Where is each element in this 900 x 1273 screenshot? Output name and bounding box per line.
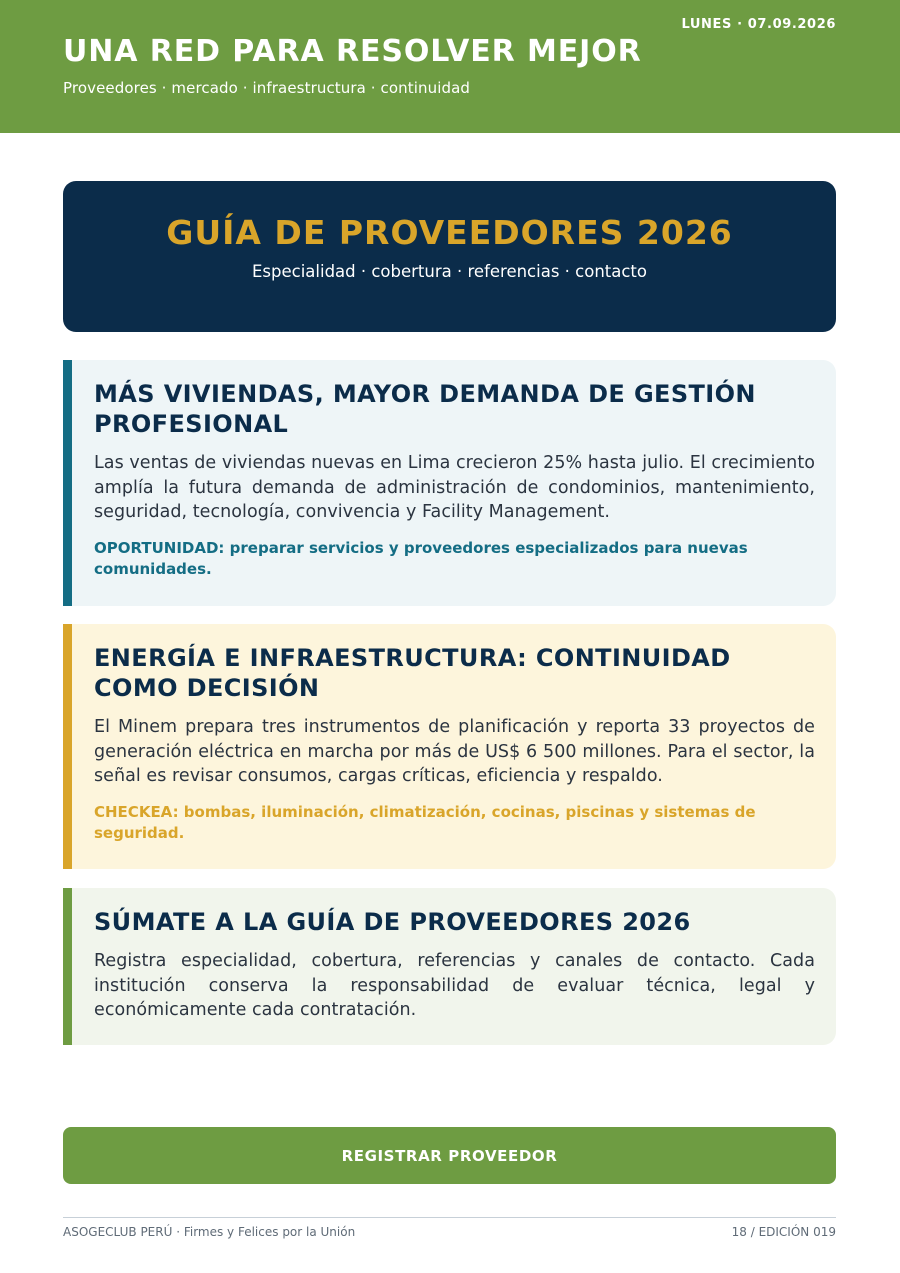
- footer-page-number: 18 / EDICIÓN 019: [731, 1225, 836, 1239]
- article-callout: OPORTUNIDAD: preparar servicios y proveedores especializados para nuevas comunidades.: [94, 538, 748, 578]
- article-title: ENERGÍA E INFRAESTRUCTURA: CONTINUIDAD COMO DECISIÓN: [94, 644, 731, 702]
- page-subtitle: Proveedores · mercado · infraestructura · continuidad: [63, 79, 471, 97]
- article-card-housing: [63, 360, 836, 606]
- hero-title: GUÍA DE PROVEEDORES 2026: [166, 213, 733, 252]
- article-card-join: [63, 888, 836, 1045]
- article-body: Registra especialidad, cobertura, referencias y canales de contacto. Cada institución conserva la responsabilidad de evaluar técnica, legal y económicamente cada contratación.: [94, 951, 815, 1020]
- page-header: [0, 0, 900, 133]
- article-title: MÁS VIVIENDAS, MAYOR DEMANDA DE GESTIÓN PROFESIONAL: [94, 380, 756, 438]
- issue-date: LUNES · 07.09.2026: [681, 17, 836, 32]
- article-callout: CHECKEA: bombas, iluminación, climatización, cocinas, piscinas y sistemas de seguridad.: [94, 802, 756, 842]
- register-provider-button[interactable]: REGISTRAR PROVEEDOR: [63, 1127, 836, 1184]
- hero-subtitle: Especialidad · cobertura · referencias · contacto: [251, 262, 647, 281]
- article-title: SÚMATE A LA GUÍA DE PROVEEDORES 2026: [94, 908, 691, 936]
- article-body: El Minem prepara tres instrumentos de planificación y reporta 33 proyectos de generación eléctrica en marcha por más de US$ 6 500 millones. Para el sector, la señal es revisar consumos, cargas críticas, eficiencia y respaldo.: [94, 717, 815, 786]
- page-title: UNA RED PARA RESOLVER MEJOR: [63, 34, 642, 69]
- hero-banner: [63, 181, 836, 332]
- article-card-energy: [63, 624, 836, 869]
- article-body: Las ventas de viviendas nuevas en Lima crecieron 25% hasta julio. El crecimiento amplía la futura demanda de administración de condominios, mantenimiento, seguridad, tecnología, convivencia y Facility Management.: [94, 453, 815, 522]
- footer-credit: ASOGECLUB PERÚ · Firmes y Felices por la Unión: [63, 1225, 356, 1239]
- footer-divider: [63, 1217, 836, 1218]
